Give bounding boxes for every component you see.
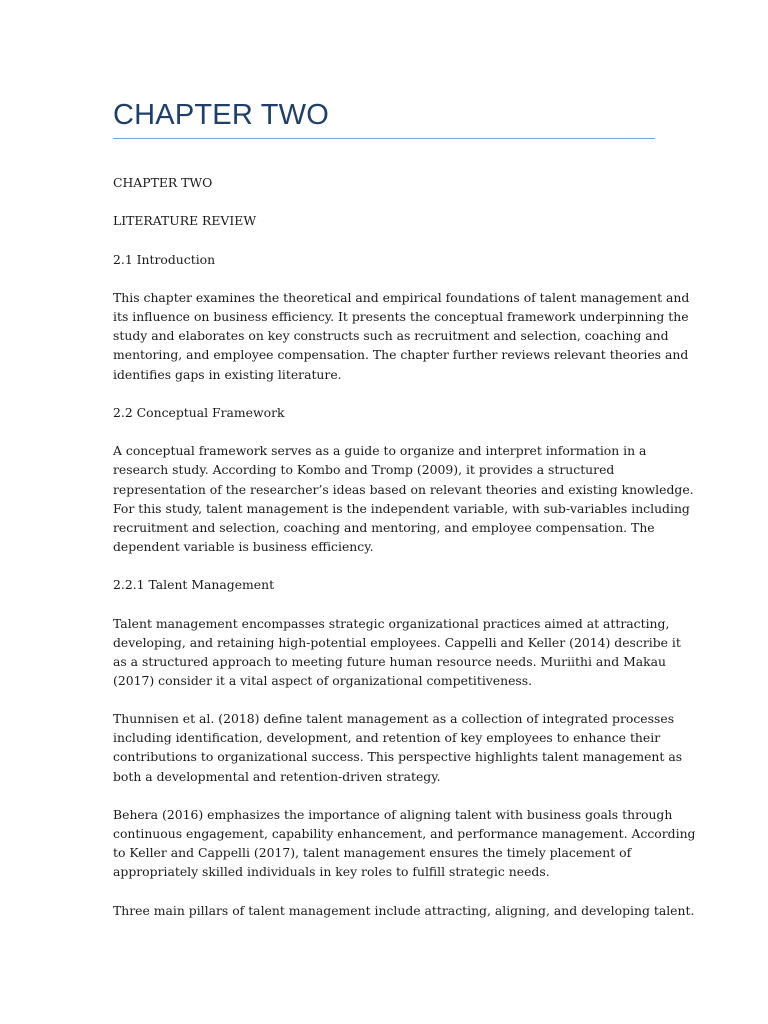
paragraph-line: CHAPTER TWO — [113, 175, 213, 190]
paragraph-line: 2.2 Conceptual Framework — [113, 404, 285, 420]
paragraph — [113, 211, 655, 230]
paragraph-line: both a developmental and retention-driven strategy. — [113, 768, 441, 784]
paragraph-line: representation of the researcher’s ideas based on relevant theories and existing knowledge. — [113, 481, 694, 497]
paragraph-line: Three main pillars of talent management include attracting, aligning, and developing talent. — [113, 902, 695, 918]
paragraph-line: For this study, talent management is the independent variable, with sub-variables including — [113, 500, 690, 516]
document-body — [113, 96, 696, 939]
paragraph-line: 2.2.1 Talent Management — [113, 577, 275, 593]
paragraph-line: Talent management encompasses strategic organizational practices aimed at attracting, — [113, 615, 670, 631]
paragraph — [113, 614, 681, 690]
paragraph-line: Thunnisen et al. (2018) define talent management as a collection of integrated processes — [113, 711, 675, 727]
paragraph-list — [113, 173, 696, 920]
paragraph-line: A conceptual framework serves as a guide to organize and interpret information in a — [113, 443, 647, 459]
paragraph-line: This chapter examines the theoretical and empirical foundations of talent management and — [113, 290, 690, 306]
paragraph — [113, 403, 655, 422]
paragraph-line: 2.1 Introduction — [113, 251, 216, 267]
paragraph-line: continuous engagement, capability enhancement, and performance management. According — [113, 826, 696, 842]
heading-divider — [113, 138, 655, 139]
paragraph-line: study and elaborates on key constructs such as recruitment and selection, coaching and — [113, 328, 669, 344]
paragraph-line: identifies gaps in existing literature. — [113, 366, 342, 382]
paragraph — [113, 575, 655, 594]
paragraph-line: its influence on business efficiency. It presents the conceptual framework underpinning the — [113, 309, 689, 325]
paragraph — [113, 709, 683, 785]
paragraph-line: appropriately skilled individuals in key roles to fulfill strategic needs. — [113, 864, 550, 880]
paragraph-line: Behera (2016) emphasizes the importance of aligning talent with business goals through — [113, 806, 673, 822]
chapter-heading: CHAPTER TWO — [113, 99, 329, 131]
paragraph-line: as a structured approach to meeting future human resource needs. Muriithi and Makau — [113, 653, 667, 669]
paragraph — [113, 173, 655, 192]
paragraph — [113, 250, 655, 269]
paragraph-line: including identification, development, and retention of key employees to enhance their — [113, 730, 661, 746]
paragraph-line: research study. According to Kombo and Tromp (2009), it provides a structured — [113, 462, 615, 478]
paragraph-line: developing, and retaining high-potential employees. Cappelli and Keller (2014) describe it — [113, 634, 681, 650]
paragraph-line: (2017) consider it a vital aspect of organizational competitiveness. — [113, 672, 533, 688]
paragraph — [113, 288, 690, 383]
paragraph-line: contributions to organizational success. This perspective highlights talent management as — [113, 749, 683, 765]
paragraph-line: mentoring, and employee compensation. The chapter further reviews relevant theories and — [113, 347, 689, 363]
paragraph-line: dependent variable is business efficiency. — [113, 538, 374, 554]
paragraph — [113, 441, 694, 556]
paragraph — [113, 805, 696, 881]
paragraph-line: recruitment and selection, coaching and mentoring, and employee compensation. The — [113, 519, 655, 535]
paragraph-line: LITERATURE REVIEW — [113, 213, 257, 229]
paragraph-line: to Keller and Cappelli (2017), talent management ensures the timely placement of — [113, 845, 632, 861]
paragraph — [113, 901, 695, 920]
